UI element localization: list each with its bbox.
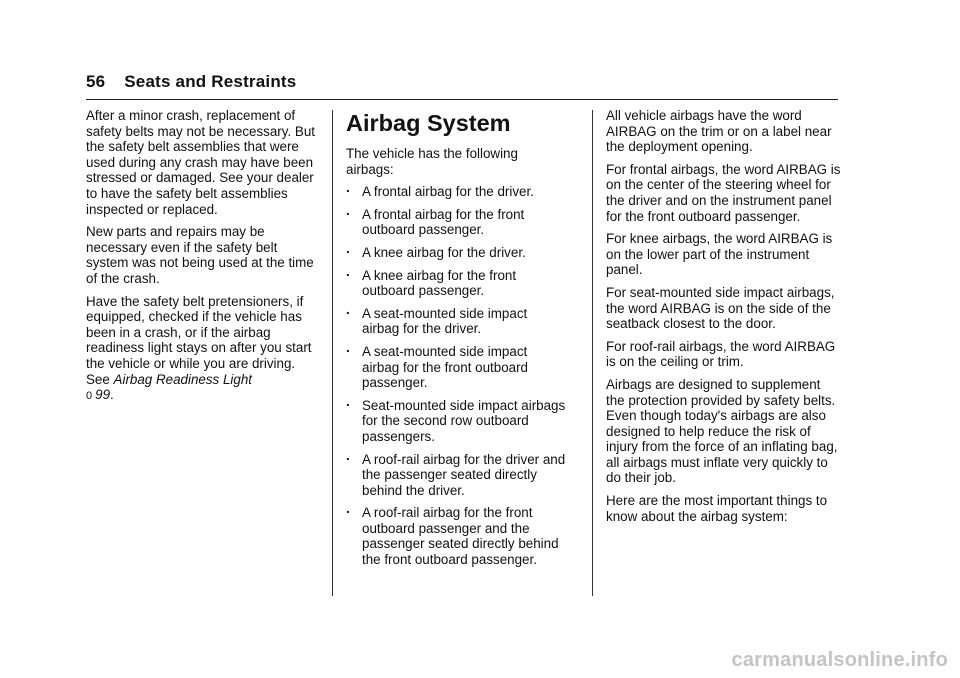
paragraph: The vehicle has the following airbags:	[346, 146, 518, 177]
bullet-dot: .	[346, 447, 350, 463]
section-title: Seats and Restraints	[124, 72, 297, 91]
bullet-dot: .	[346, 240, 350, 256]
bullet-dot: .	[346, 393, 350, 409]
paragraph: Here are the most important things to know about the airbag system:	[606, 493, 828, 524]
paragraph: All vehicle airbags have the word AIRBAG on the trim or on a label near the deployment opening.	[606, 108, 832, 155]
paragraph: For frontal airbags, the word AIRBAG is on the center of the steering wheel for the driver and on the instrument panel for the front outboard passenger.	[606, 161, 841, 224]
list-item	[346, 393, 568, 445]
list-item-text: A knee airbag for the front outboard passenger.	[362, 267, 517, 299]
header-rule	[86, 99, 838, 100]
list-item	[346, 263, 568, 299]
list-item	[346, 447, 568, 499]
cross-reference-link[interactable]: Airbag Readiness Light	[113, 371, 253, 387]
bullet-dot: .	[346, 301, 350, 317]
bullet-dot: .	[346, 180, 350, 196]
page-number: 56	[86, 72, 106, 91]
bullet-dot: .	[346, 339, 350, 355]
sentence-end: .	[110, 387, 114, 403]
section-heading: Airbag System	[346, 110, 511, 136]
paragraph: For roof-rail airbags, the word AIRBAG is on the ceiling or trim.	[606, 338, 836, 370]
page-reference-icon: 0	[86, 390, 93, 403]
list-item-text: Seat-mounted side impact airbags for the second row outboard passengers.	[362, 397, 566, 444]
column-divider	[592, 110, 593, 596]
list-item-text: A seat-mounted side impact airbag for the front outboard passenger.	[362, 343, 529, 391]
column-3	[606, 108, 842, 531]
paragraph	[86, 294, 318, 405]
list-item	[346, 202, 568, 238]
paragraph: After a minor crash, replacement of safety belts may not be necessary. But the safety belt assemblies that were used during any crash may have been stressed or damaged. See your dealer to have the safety belt assemblies inspected or replaced.	[86, 108, 315, 217]
paragraph-text: Have the safety belt pretensioners, if equipped, checked if the vehicle has been in a crash, or if the airbag readiness light stays on after you start the vehicle or while you are driving. See	[86, 293, 312, 387]
column-divider	[332, 110, 333, 596]
list-item	[346, 339, 568, 391]
list-item	[346, 301, 568, 337]
bullet-dot: .	[346, 501, 350, 517]
list-item-text: A seat-mounted side impact airbag for the driver.	[362, 305, 528, 337]
bullet-dot: .	[346, 202, 350, 218]
airbag-list	[346, 180, 568, 568]
list-item-text: A frontal airbag for the driver.	[362, 184, 534, 200]
cross-reference-page[interactable]: 99	[95, 387, 111, 403]
list-item-text: A roof-rail airbag for the driver and the passenger seated directly behind the driver.	[362, 451, 566, 498]
list-item-text: A frontal airbag for the front outboard passenger.	[362, 206, 525, 238]
column-1	[86, 108, 318, 412]
page-header	[86, 72, 296, 92]
list-item	[346, 180, 568, 200]
bullet-dot: .	[346, 263, 350, 279]
paragraph: Airbags are designed to supplement the protection provided by safety belts. Even though today's airbags are also designed to help reduce the risk of injury from the force of an inflating bag, all airbags must inflate very quickly to do their job.	[606, 376, 838, 486]
list-item	[346, 240, 568, 261]
paragraph: For knee airbags, the word AIRBAG is on the lower part of the instrument panel.	[606, 231, 833, 278]
list-item-text: A roof-rail airbag for the front outboard passenger and the passenger seated directly behind the front outboard passenger.	[362, 505, 559, 568]
list-item-text: A knee airbag for the driver.	[362, 244, 526, 260]
column-2	[346, 108, 568, 575]
watermark: carmanualsonline.info	[731, 649, 948, 671]
paragraph: New parts and repairs may be necessary even if the safety belt system was not being used at the time of the crash.	[86, 224, 314, 286]
paragraph: For seat-mounted side impact airbags, the word AIRBAG is on the side of the seatback closest to the door.	[606, 284, 835, 332]
list-item	[346, 501, 568, 568]
